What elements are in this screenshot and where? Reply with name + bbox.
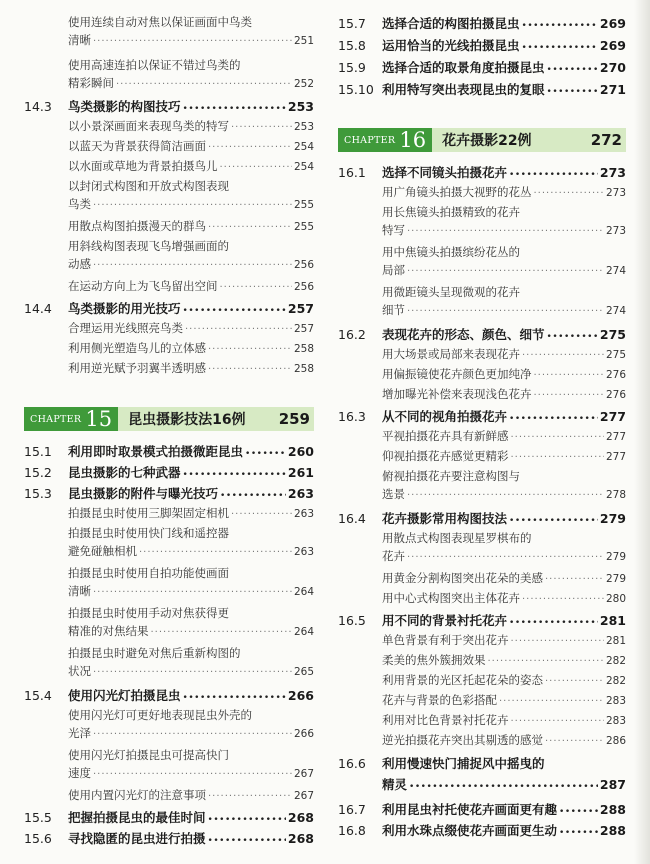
subitem-title-line: 柔美的焦外簇拥效果 (382, 653, 486, 667)
dot-leader (511, 432, 604, 443)
dot-leader (183, 692, 286, 703)
section-number: 15.3 (24, 486, 52, 501)
chapter-16-banner[interactable] (338, 128, 626, 152)
page-number: 263 (293, 508, 314, 520)
page-number: 258 (293, 343, 314, 355)
toc-section-15-10[interactable] (338, 80, 626, 98)
dot-leader (522, 20, 598, 31)
page-number: 287 (599, 777, 626, 792)
page-number: 269 (599, 16, 626, 31)
page-number: 263 (287, 486, 314, 501)
subitem-title-line: 仰视拍摄花卉感觉更精彩 (382, 449, 509, 463)
page-number: 252 (293, 78, 314, 90)
toc-subitem[interactable] (338, 692, 626, 710)
page-number: 276 (605, 389, 626, 401)
section-number: 16.8 (338, 823, 366, 838)
subitem-title-line: 使用闪光灯可更好地表现昆虫外壳的 (68, 708, 252, 722)
page-number: 273 (599, 165, 626, 180)
toc-subitem[interactable] (24, 787, 314, 805)
subitem-title-line: 光泽 (68, 726, 91, 740)
toc-subitem[interactable] (338, 244, 626, 280)
page-number: 255 (293, 221, 314, 233)
page-number: 251 (293, 35, 314, 47)
page-number: 271 (599, 82, 626, 97)
page-number: 275 (599, 327, 626, 342)
page-number: 255 (293, 199, 314, 211)
dot-leader (208, 835, 286, 846)
dot-leader (545, 736, 604, 747)
section-title: 利用特写突出表现昆虫的复眼 (382, 82, 545, 97)
page-number: 260 (287, 444, 314, 459)
subitem-title-line: 清晰 (68, 33, 91, 47)
page-number: 266 (287, 688, 314, 703)
subitem-title-line: 利用背景的光区托起花朵的姿态 (382, 673, 543, 687)
toc-section-16-7[interactable] (338, 800, 626, 818)
subitem-title-line: 花卉与背景的色彩搭配 (382, 693, 497, 707)
subitem-title-line: 平视拍摄花卉具有新鲜感 (382, 429, 509, 443)
section-number: 15.4 (24, 688, 52, 703)
toc-section-15-1[interactable] (24, 442, 314, 460)
subitem-title-line: 使用高速连拍以保证不错过鸟类的 (68, 58, 241, 72)
toc-subitem[interactable] (338, 732, 626, 750)
toc-subitem[interactable] (24, 278, 314, 296)
subitem-title-line: 单色背景有利于突出花卉 (382, 633, 509, 647)
page-edge-shadow (634, 0, 650, 864)
page-number: 279 (599, 511, 626, 526)
page-number: 269 (599, 38, 626, 53)
toc-section-16-4[interactable] (338, 509, 626, 527)
subitem-title-line: 利用逆光赋予羽翼半透明感 (68, 361, 206, 375)
page-number: 256 (293, 281, 314, 293)
subitem-title-line: 用中焦镜头拍摄缤纷花丛的 (382, 245, 520, 259)
subitem-title-line: 用散点构图拍摄漫天的群鸟 (68, 219, 206, 233)
toc-subitem[interactable] (338, 632, 626, 650)
page-number: 253 (293, 121, 314, 133)
chapter-word: CHAPTER (30, 413, 82, 425)
toc-subitem[interactable] (338, 468, 626, 504)
chapter-page: 272 (590, 131, 622, 149)
toc-subitem[interactable] (24, 645, 314, 681)
section-number: 15.9 (338, 60, 366, 75)
section-number: 14.4 (24, 301, 52, 316)
page-number: 265 (293, 666, 314, 678)
dot-leader (93, 260, 292, 271)
section-number: 16.7 (338, 802, 366, 817)
page-number: 266 (293, 728, 314, 740)
dot-leader (208, 142, 292, 153)
dot-leader (522, 594, 604, 605)
subitem-title-line: 状况 (68, 664, 91, 678)
page-number: 274 (605, 265, 626, 277)
page-number: 258 (293, 363, 314, 375)
toc-section-15-9[interactable] (338, 58, 626, 76)
dot-leader (231, 509, 292, 520)
section-title: 用不同的背景衬托花卉 (382, 613, 508, 628)
subitem-title-line: 合理运用光线照亮鸟类 (68, 321, 183, 335)
toc-subitem[interactable] (338, 712, 626, 730)
subitem-title-line: 以水面或草地为背景拍摄鸟儿 (68, 159, 218, 173)
page-number: 277 (599, 409, 626, 424)
subitem-title-line: 清晰 (68, 584, 91, 598)
page-number: 273 (605, 187, 626, 199)
page-number: 280 (605, 593, 626, 605)
subitem-title-line: 精准的对焦结果 (68, 624, 149, 638)
subitem-title-line: 逆光拍摄花卉突出其剔透的感觉 (382, 733, 543, 747)
page-number: 273 (605, 225, 626, 237)
dot-leader (547, 86, 598, 97)
subitem-title-line: 细节 (382, 303, 405, 317)
page-number: 268 (287, 810, 314, 825)
toc-section-16-3[interactable] (338, 407, 626, 425)
toc-subitem[interactable] (338, 284, 626, 320)
toc-section-15-5[interactable] (24, 808, 314, 826)
subitem-title-line: 用长焦镜头拍摄精致的花卉 (382, 205, 520, 219)
section-number: 15.7 (338, 16, 366, 31)
dot-leader (488, 656, 604, 667)
dot-leader (509, 515, 598, 526)
chapter-15-banner[interactable] (24, 407, 314, 431)
dot-leader (93, 729, 292, 740)
dot-leader (545, 676, 604, 687)
section-title: 运用恰当的光线拍摄昆虫 (382, 38, 520, 53)
chapter-word: CHAPTER (344, 134, 396, 146)
section-title: 寻找隐匿的昆虫进行拍摄 (68, 831, 206, 846)
dot-leader (208, 791, 292, 802)
subitem-title-line: 以封闭式构图和开放式构图表现 (68, 179, 229, 193)
toc-subitem[interactable] (24, 707, 314, 743)
dot-leader (534, 370, 604, 381)
toc-section-16-5[interactable] (338, 611, 626, 629)
page-number: 277 (605, 451, 626, 463)
toc-subitem[interactable] (338, 530, 626, 566)
toc-subitem[interactable] (338, 428, 626, 446)
page-number: 281 (599, 613, 626, 628)
chapter-title: 昆虫摄影技法16例 (128, 412, 246, 428)
dot-leader (545, 574, 604, 585)
toc-subitem[interactable] (338, 346, 626, 364)
section-number: 14.3 (24, 99, 52, 114)
page-number: 283 (605, 695, 626, 707)
page-number: 283 (605, 715, 626, 727)
section-number: 15.10 (338, 82, 374, 97)
dot-leader (93, 587, 292, 598)
dot-leader (511, 452, 604, 463)
dot-leader (509, 413, 598, 424)
page-number: 282 (605, 655, 626, 667)
subitem-title-line: 拍摄昆虫时避免对焦后重新构图的 (68, 646, 241, 660)
toc-subitem[interactable] (338, 184, 626, 202)
page-number: 267 (293, 790, 314, 802)
toc-section-16-1[interactable] (338, 163, 626, 181)
page-number: 257 (293, 323, 314, 335)
subitem-title-line: 避免碰触相机 (68, 544, 137, 558)
toc-subitem[interactable] (24, 747, 314, 783)
section-title: 鸟类摄影的用光技巧 (68, 301, 181, 316)
toc-section-16-2[interactable] (338, 325, 626, 343)
section-number: 15.1 (24, 444, 52, 459)
dot-leader (407, 490, 604, 501)
section-title: 利用水珠点缀使花卉画面更生动 (382, 823, 558, 838)
dot-leader (185, 324, 292, 335)
page-number: 261 (287, 465, 314, 480)
toc-subitem[interactable] (24, 605, 314, 641)
chapter-page: 259 (278, 410, 310, 428)
toc-subitem[interactable] (24, 360, 314, 378)
page-number: 277 (605, 431, 626, 443)
section-title: 利用慢速快门捕捉风中摇曳的 (382, 756, 545, 771)
toc-subitem[interactable] (24, 57, 314, 93)
toc-subitem[interactable] (338, 448, 626, 466)
toc-subitem[interactable] (338, 570, 626, 588)
section-title-line2: 精灵 (382, 777, 408, 792)
dot-leader (407, 226, 604, 237)
toc-subitem[interactable] (24, 118, 314, 136)
section-title: 花卉摄影常用构图技法 (382, 511, 508, 526)
dot-leader (559, 827, 598, 838)
dot-leader (511, 716, 604, 727)
section-title: 从不同的视角拍摄花卉 (382, 409, 508, 424)
page-number: 276 (605, 369, 626, 381)
section-title: 昆虫摄影的附件与曝光技巧 (68, 486, 219, 501)
subitem-title-line: 动感 (68, 257, 91, 271)
section-number: 16.6 (338, 756, 366, 771)
page-number: 254 (293, 141, 314, 153)
subitem-title-line: 增加曝光补偿来表现浅色花卉 (382, 387, 532, 401)
subitem-title-line: 花卉 (382, 549, 405, 563)
toc-subitem[interactable] (24, 238, 314, 274)
toc-section-15-3[interactable] (24, 484, 314, 502)
dot-leader (231, 122, 292, 133)
page-number: 279 (605, 551, 626, 563)
dot-leader (139, 547, 292, 558)
subitem-title-line: 利用侧光塑造鸟儿的立体感 (68, 341, 206, 355)
toc-subitem[interactable] (24, 218, 314, 236)
subitem-title-line: 用斜线构图表现飞鸟增强画面的 (68, 239, 229, 253)
subitem-title-line: 以小景深画面来表现鸟类的特写 (68, 119, 229, 133)
toc-subitem[interactable] (24, 525, 314, 561)
section-title: 使用闪光灯拍摄昆虫 (68, 688, 181, 703)
dot-leader (220, 282, 292, 293)
toc-subitem[interactable] (24, 14, 314, 50)
toc-subitem[interactable] (24, 320, 314, 338)
dot-leader (547, 64, 598, 75)
dot-leader (511, 636, 604, 647)
page-number: 267 (293, 768, 314, 780)
toc-section-14-4[interactable] (24, 299, 314, 317)
chapter-badge (24, 407, 118, 431)
chapter-number: 16 (399, 128, 427, 152)
toc-subitem[interactable] (338, 386, 626, 404)
toc-subitem[interactable] (338, 366, 626, 384)
dot-leader (407, 552, 604, 563)
subitem-title-line: 用大场景或局部来表现花卉 (382, 347, 520, 361)
subitem-title-line: 使用连续自动对焦以保证画面中鸟类 (68, 15, 252, 29)
dot-leader (499, 696, 604, 707)
dot-leader (183, 103, 286, 114)
section-title: 昆虫摄影的七种武器 (68, 465, 181, 480)
dot-leader (522, 350, 604, 361)
page-number: 256 (293, 259, 314, 271)
dot-leader (522, 42, 598, 53)
toc-section-15-7[interactable] (338, 14, 626, 32)
subitem-title-line: 使用闪光灯拍摄昆虫可提高快门 (68, 748, 229, 762)
section-number: 15.5 (24, 810, 52, 825)
subitem-title-line: 拍摄昆虫时使用快门线和遥控器 (68, 526, 229, 540)
section-title: 选择合适的构图拍摄昆虫 (382, 16, 520, 31)
subitem-title-line: 用中心式构图突出主体花卉 (382, 591, 520, 605)
section-number: 16.3 (338, 409, 366, 424)
section-number: 16.4 (338, 511, 366, 526)
toc-section-15-6[interactable] (24, 829, 314, 847)
toc-subitem[interactable] (24, 505, 314, 523)
dot-leader (407, 306, 604, 317)
toc-section-16-6[interactable] (338, 754, 626, 793)
dot-leader (183, 305, 286, 316)
subitem-title-line: 俯视拍摄花卉要注意构图与 (382, 469, 520, 483)
subitem-title-line: 拍摄昆虫时使用自拍功能使画面 (68, 566, 229, 580)
toc-subitem[interactable] (24, 340, 314, 358)
toc-section-16-8[interactable] (338, 821, 626, 839)
subitem-title-line: 用微距镜头呈现微观的花卉 (382, 285, 520, 299)
dot-leader (220, 490, 286, 501)
section-number: 16.1 (338, 165, 366, 180)
dot-leader (208, 364, 292, 375)
toc-subitem[interactable] (338, 672, 626, 690)
page-number: 264 (293, 586, 314, 598)
section-title: 鸟类摄影的构图技巧 (68, 99, 181, 114)
subitem-title-line: 利用对比色背景衬托花卉 (382, 713, 509, 727)
page-number: 279 (605, 573, 626, 585)
dot-leader (93, 667, 292, 678)
toc-subitem[interactable] (338, 204, 626, 240)
section-title: 利用即时取景模式拍摄微距昆虫 (68, 444, 244, 459)
page-number: 254 (293, 161, 314, 173)
subitem-title-line: 用广角镜头拍摄大视野的花丛 (382, 185, 532, 199)
page-number: 281 (605, 635, 626, 647)
section-title: 选择合适的取景角度拍摄昆虫 (382, 60, 545, 75)
subitem-title-line: 用偏振镜使花卉颜色更加纯净 (382, 367, 532, 381)
dot-leader (409, 781, 598, 792)
toc-subitem[interactable] (24, 158, 314, 176)
dot-leader (509, 169, 598, 180)
toc-section-15-2[interactable] (24, 463, 314, 481)
section-title: 利用昆虫衬托使花卉画面更有趣 (382, 802, 558, 817)
subitem-title-line: 以蓝天为背景获得简洁画面 (68, 139, 206, 153)
dot-leader (208, 814, 286, 825)
subitem-title-line: 精彩瞬间 (68, 76, 114, 90)
section-number: 16.5 (338, 613, 366, 628)
section-number: 15.6 (24, 831, 52, 846)
dot-leader (93, 769, 292, 780)
dot-leader (559, 806, 598, 817)
subitem-title-line: 用黄金分割构图突出花朵的美感 (382, 571, 543, 585)
section-title: 选择不同镜头拍摄花卉 (382, 165, 508, 180)
subitem-title-line: 选景 (382, 487, 405, 501)
subitem-title-line: 局部 (382, 263, 405, 277)
subitem-title-line: 使用内置闪光灯的注意事项 (68, 788, 206, 802)
subitem-title-line: 用散点式构图表现星罗棋布的 (382, 531, 532, 545)
page-number: 274 (605, 305, 626, 317)
subitem-title-line: 特写 (382, 223, 405, 237)
dot-leader (208, 344, 292, 355)
subitem-title-line: 速度 (68, 766, 91, 780)
dot-leader (534, 390, 604, 401)
dot-leader (220, 162, 292, 173)
subitem-title-line: 拍摄昆虫时使用三脚架固定相机 (68, 506, 229, 520)
toc-subitem[interactable] (338, 590, 626, 608)
page-number: 278 (605, 489, 626, 501)
subitem-title-line: 在运动方向上为飞鸟留出空间 (68, 279, 218, 293)
page-number: 288 (599, 823, 626, 838)
dot-leader (547, 331, 598, 342)
dot-leader (183, 469, 286, 480)
toc-subitem[interactable] (24, 178, 314, 214)
dot-leader (208, 222, 292, 233)
page-number: 282 (605, 675, 626, 687)
page-number: 257 (287, 301, 314, 316)
subitem-title-line: 鸟类 (68, 197, 91, 211)
dot-leader (93, 36, 292, 47)
toc-subitem[interactable] (24, 565, 314, 601)
dot-leader (116, 79, 292, 90)
page-number: 275 (605, 349, 626, 361)
section-number: 15.8 (338, 38, 366, 53)
chapter-badge (338, 128, 432, 152)
subitem-title-line: 拍摄昆虫时使用手动对焦获得更 (68, 606, 229, 620)
section-title: 把握拍摄昆虫的最佳时间 (68, 810, 206, 825)
chapter-title: 花卉摄影22例 (442, 133, 532, 149)
toc-section-14-3[interactable] (24, 97, 314, 115)
dot-leader (509, 617, 598, 628)
page-number: 253 (287, 99, 314, 114)
page-number: 270 (599, 60, 626, 75)
page-number: 286 (605, 735, 626, 747)
section-number: 16.2 (338, 327, 366, 342)
dot-leader (534, 188, 604, 199)
dot-leader (407, 266, 604, 277)
chapter-number: 15 (85, 407, 113, 431)
page-number: 263 (293, 546, 314, 558)
dot-leader (245, 448, 286, 459)
toc-section-15-4[interactable] (24, 686, 314, 704)
toc-subitem[interactable] (338, 652, 626, 670)
toc-section-15-8[interactable] (338, 36, 626, 54)
section-title: 表现花卉的形态、颜色、细节 (382, 327, 545, 342)
page-number: 268 (287, 831, 314, 846)
toc-subitem[interactable] (24, 138, 314, 156)
page-number: 264 (293, 626, 314, 638)
page-number: 288 (599, 802, 626, 817)
dot-leader (151, 627, 292, 638)
section-number: 15.2 (24, 465, 52, 480)
dot-leader (93, 200, 292, 211)
